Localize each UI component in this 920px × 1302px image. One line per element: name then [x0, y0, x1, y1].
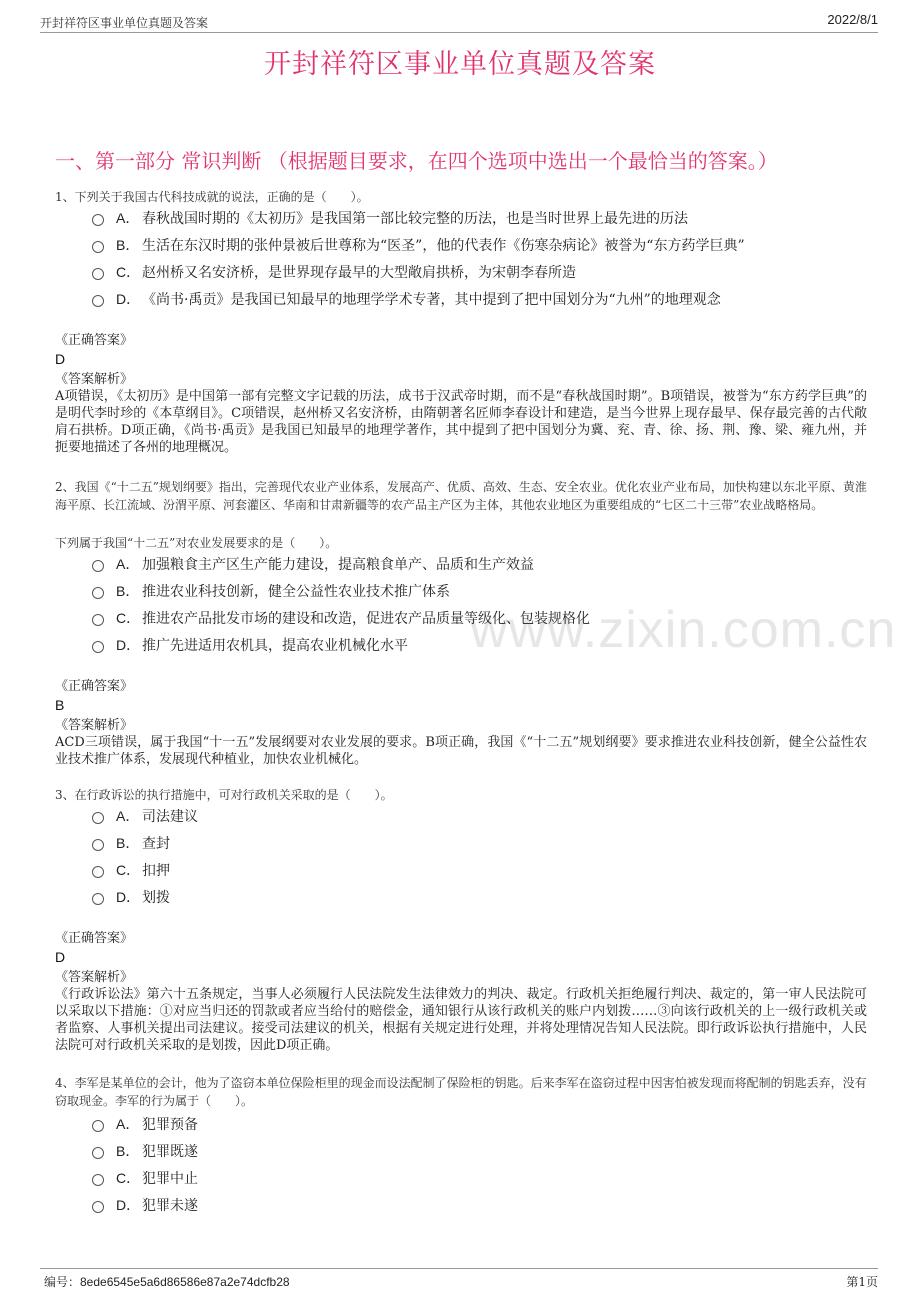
radio-button-icon[interactable]: [92, 1147, 104, 1159]
radio-button-icon[interactable]: [92, 812, 104, 824]
question-1-stem: 1、下列关于我国古代科技成就的说法，正确的是（ ）。: [55, 190, 369, 204]
question-2-prompt: 下列属于我国“十二五”对农业发展要求的是（ ）。: [55, 536, 338, 550]
question-2-option-b[interactable]: B． 推进农业科技创新，健全公益性农业技术推广体系: [92, 580, 450, 602]
radio-button-icon[interactable]: [92, 1174, 104, 1186]
question-1-option-c[interactable]: C． 赵州桥又名安济桥，是世界现存最早的大型敞肩拱桥，为宋朝李春所造: [92, 261, 576, 283]
question-4-option-b[interactable]: B． 犯罪既遂: [92, 1140, 198, 1162]
radio-button-icon[interactable]: [92, 641, 104, 653]
explanation-label: 《答案解析》: [55, 718, 134, 733]
question-3-explanation: 《行政诉讼法》第六十五条规定，当事人必须履行人民法院发生法律效力的判决、裁定。行政机关拒绝履行判决、裁定的，第一审人民法院可以采取以下措施：①对应当归还的罚款或者应当给付的赔偿金，通知银行从该行政机关的账户内划拨……③向该行政机关的上一级行政机关或者监察、人事机关提出司法建议。接受司法建议的机关，根据有关规定进行处理，并将处理情况告知人民法院。即行政诉讼执行措施中，人民法院可对行政机关采取的是划拨，因此D项正确。: [55, 987, 867, 1053]
radio-button-icon[interactable]: [92, 614, 104, 626]
document-title: 开封祥符区事业单位真题及答案: [264, 49, 656, 80]
page-footer: [40, 1268, 878, 1293]
question-3-option-c[interactable]: C． 扣押: [92, 859, 170, 881]
radio-button-icon[interactable]: [92, 214, 104, 226]
question-4-option-d[interactable]: D． 犯罪未遂: [92, 1194, 198, 1216]
radio-button-icon[interactable]: [92, 866, 104, 878]
question-1-answer: D: [55, 351, 66, 367]
answer-label: 《正确答案》: [55, 931, 134, 946]
question-3-answer: D: [55, 949, 66, 965]
question-1-option-b[interactable]: B． 生活在东汉时期的张仲景被后世尊称为“医圣”，他的代表作《伤寒杂病论》被誉为“东方药学巨典”: [92, 234, 745, 256]
question-2-answer: B: [55, 697, 65, 713]
section-heading: 一、第一部分 常识判断 （根据题目要求，在四个选项中选出一个最恰当的答案。）: [55, 149, 778, 173]
question-2-option-c[interactable]: C． 推进农产品批发市场的建设和改造，促进农产品质量等级化、包装规格化: [92, 607, 590, 629]
question-3-option-d[interactable]: D． 划拨: [92, 886, 170, 908]
question-3-option-a[interactable]: A． 司法建议: [92, 805, 198, 827]
radio-button-icon[interactable]: [92, 839, 104, 851]
radio-button-icon[interactable]: [92, 241, 104, 253]
question-2-option-d[interactable]: D． 推广先进适用农机具，提高农业机械化水平: [92, 634, 408, 656]
radio-button-icon[interactable]: [92, 268, 104, 280]
question-1-option-d[interactable]: D． 《尚书·禹贡》是我国已知最早的地理学学术专著，其中提到了把中国划分为“九州”的地理观念: [92, 288, 721, 310]
radio-button-icon[interactable]: [92, 1120, 104, 1132]
watermark: www.zixin.com.cn: [470, 601, 897, 659]
question-2-stem: 2、我国《“十二五”规划纲要》指出，完善现代农业产业体系，发展高产、优质、高效、生态、安全农业。优化农业产业布局，加快构建以东北平原、黄淮海平原、长江流域、汾渭平原、河套灌区、华南和甘肃新疆等的农产品主产区为主体，其他农业地区为重要组成的“七区二十三带”农业战略格局。: [55, 480, 867, 512]
page-number: 第1页: [846, 1275, 878, 1289]
question-2-explanation: ACD三项错误，属于我国“十一五”发展纲要对农业发展的要求。B项正确，我国《“十二五”规划纲要》要求推进农业科技创新，健全公益性农业技术推广体系，发展现代种植业，加快农业机械化。: [55, 735, 867, 767]
question-3-stem: 3、在行政诉讼的执行措施中，可对行政机关采取的是（ ）。: [55, 788, 393, 802]
header-date: 2022/8/1: [827, 12, 878, 27]
explanation-label: 《答案解析》: [55, 372, 134, 387]
answer-label: 《正确答案》: [55, 679, 134, 694]
header-doc-name: 开封祥符区事业单位真题及答案: [40, 16, 209, 30]
page-header: [40, 10, 878, 33]
question-4-option-a[interactable]: A． 犯罪预备: [92, 1113, 198, 1135]
question-4-option-c[interactable]: C． 犯罪中止: [92, 1167, 198, 1189]
question-2-option-a[interactable]: A． 加强粮食主产区生产能力建设，提高粮食单产、品质和生产效益: [92, 553, 534, 575]
radio-button-icon[interactable]: [92, 587, 104, 599]
question-4-stem: 4、李军是某单位的会计，他为了盗窃本单位保险柜里的现金而设法配制了保险柜的钥匙。后来李军在盗窃过程中因害怕被发现而将配制的钥匙丢弃，没有窃取现金。李军的行为属于（ ）。: [55, 1076, 867, 1108]
radio-button-icon[interactable]: [92, 295, 104, 307]
radio-button-icon[interactable]: [92, 893, 104, 905]
document-code: 编号：8ede6545e5a6d86586e87a2e74dcfb28: [44, 1275, 290, 1289]
explanation-label: 《答案解析》: [55, 970, 134, 985]
question-3-option-b[interactable]: B． 查封: [92, 832, 170, 854]
radio-button-icon[interactable]: [92, 560, 104, 572]
answer-label: 《正确答案》: [55, 333, 134, 348]
question-1-option-a[interactable]: A． 春秋战国时期的《太初历》是我国第一部比较完整的历法，也是当时世界上最先进的历法: [92, 207, 688, 229]
question-1-explanation: A项错误，《太初历》是中国第一部有完整文字记载的历法，成书于汉武帝时期，而不是“春秋战国时期”。B项错误，被誉为“东方药学巨典”的是明代李时珍的《本草纲目》。C项错误，赵州桥又名安济桥，由隋朝著名匠师李春设计和建造，是当今世界上现存最早、保存最完善的古代敞肩石拱桥。D项正确，《尚书·禹贡》是我国已知最早的地理学著作，其中提到了把中国划分为冀、兖、青、徐、扬、荆、豫、梁、雍九州，并扼要地描述了各州的地理概况。: [55, 389, 867, 455]
radio-button-icon[interactable]: [92, 1201, 104, 1213]
